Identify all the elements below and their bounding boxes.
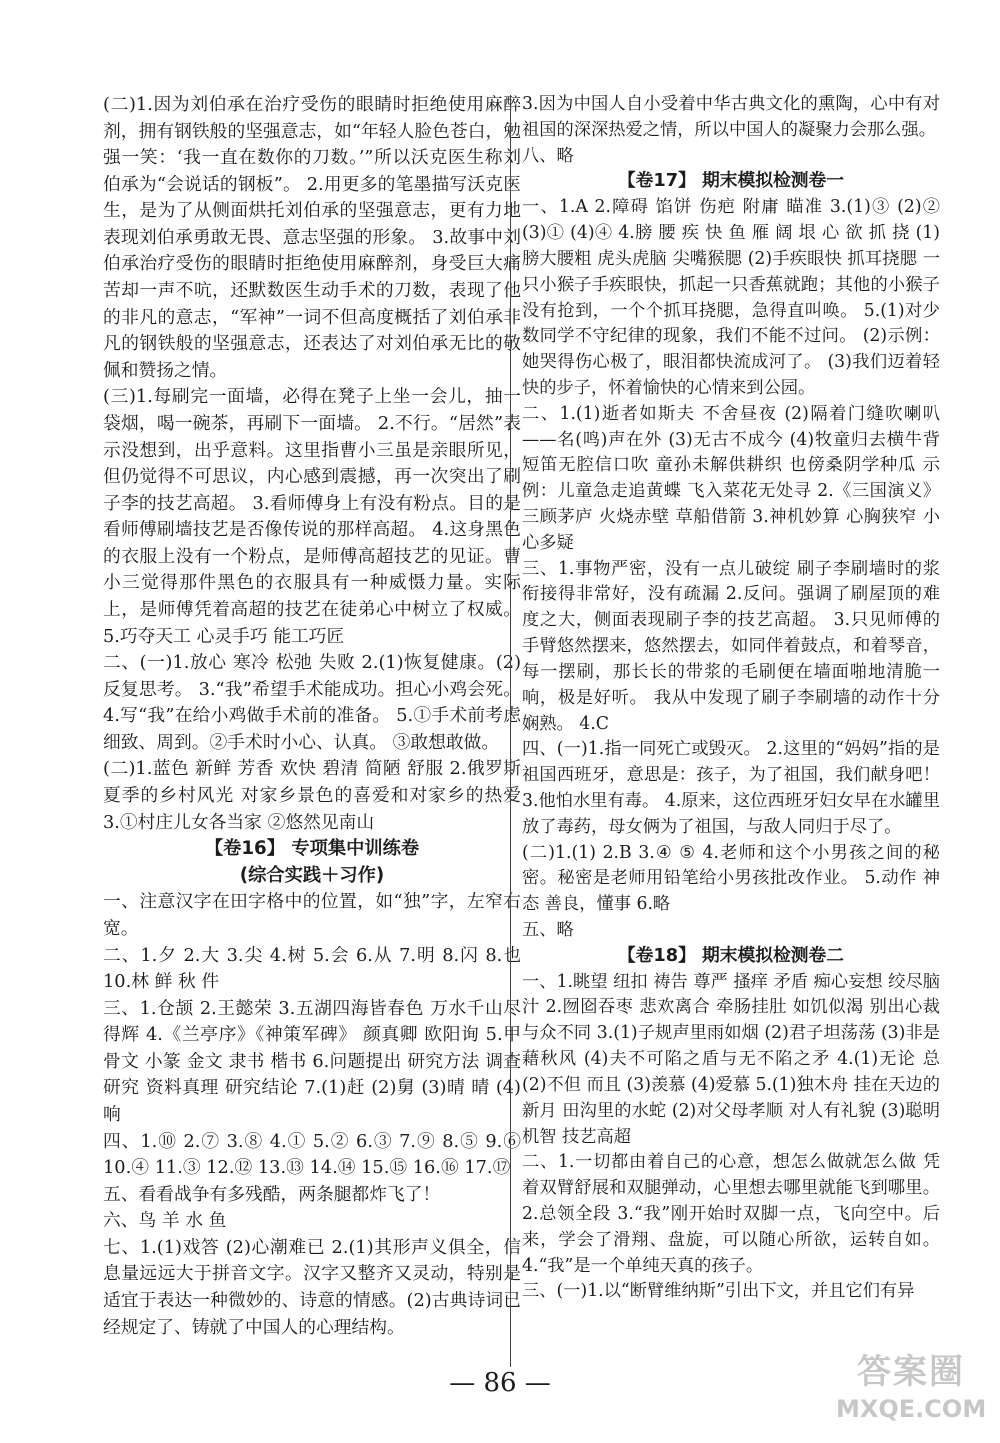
column-divider [510,95,511,1367]
section-heading: 【卷18】 期末模拟检测卷二 [617,945,845,966]
left-column [103,92,521,1341]
right-column [522,92,940,1305]
answer-paragraph: 一、注意汉字在田字格中的位置，如“独”字，左窄右宽。 [103,892,521,939]
answer-paragraph: 六、鸟 羊 水 鱼 [103,1211,227,1232]
section-heading: (综合实践＋习作) [239,864,385,886]
answer-paragraph: 三、1.事物严密，没有一点儿破绽 刷子李刷墙时的浆衔接得非常好，没有疏漏 2.反问。强调了刷屋顶的难度之大，侧面表现刷子李的技艺高超。 3.只见师傅的手臂悠然摆来，悠然摆去，如同伴着鼓点，和着琴音，每一摆刷，那长长的带浆的毛刷便在墙面啪地清脆一响，极是好听。 我从中发现了刷子李刷墙的动作十分娴熟。 4.C [522,558,940,734]
answer-paragraph: (二)1.(1) 2.B 3.④ ⑤ 4.老师和这个小男孩之间的秘密。秘密是老师用铅笔给小男孩批改作业。 5.动作 神态 善良，懂事 6.略 [522,842,940,915]
watermark-logo [836,1350,986,1436]
answer-paragraph: 五、略 [522,920,574,940]
answer-paragraph: (三)1.每刷完一面墙，必得在凳子上坐一会儿，抽一袋烟，喝一碗茶，再刷下一面墙。 2.不行。“居然”表示没想到，出乎意料。这里指曹小三虽是亲眼所见，但仍觉得不可思议，内心感到震撼，再一次突出了刷子李的技艺高超。 3.看师傅身上有没有粉点。目的是看师傅刷墙技艺是否像传说的那样高超。 4.这身黑色的衣服上没有一个粉点，是师傅高超技艺的见证。曹小三觉得那件黑色的衣服具有一种威慑力量。实际上，是师傅凭着高超的技艺在徒弟心中树立了权威。 5.巧夺天工 心灵手巧 能工巧匠 [103,387,521,647]
answer-paragraph: 八、略 [522,145,574,166]
answer-paragraph: 四、1.⑩ 2.⑦ 3.⑧ 4.① 5.② 6.③ 7.⑨ 8.⑤ 9.⑥ 10.④ 11.③ 12.⑫ 13.⑬ 14.⑭ 15.⑮ 16.⑯ 17.⑰ [103,1131,521,1179]
answer-paragraph: 三、(一)1.以“断臂维纳斯”引出下文，并且它们有异 [522,1281,915,1302]
answer-paragraph: 七、1.(1)戏答 (2)心潮难已 2.(1)其形声义俱全，信息量远远大于拼音文字。汉字又整齐又灵动，特别是适宜于表达一种微妙的、诗意的情感。(2)古典诗词已经规定了、铸就了中国人的心理结构。 [103,1237,521,1338]
section-heading: 【卷16】 专项集中训练卷 [204,838,420,860]
answer-paragraph: 二、(一)1.放心 寒冷 松弛 失败 2.(1)恢复健康。(2)反复思考。 3.“我”希望手术能成功。担心小鸡会死。 4.写“我”在给小鸡做手术前的准备。 5.①手术前考虑细致、周到。②手术时小心、认真。 ③敢想敢做。 [103,653,521,753]
answer-paragraph: (二)1.蓝色 新鲜 芳香 欢快 碧清 简陋 舒服 2.俄罗斯夏季的乡村风光 对家乡景色的喜爱和对家乡的热爱 3.①村庄儿女各当家 ②悠然见南山 [103,759,521,833]
answer-paragraph: 四、(一)1.指一同死亡或毁灭。 2.这里的“妈妈”指的是祖国西班牙，意思是：孩子，为了祖国，我们献身吧！ 3.他怕水里有毒。 4.原来，这位西班牙妇女早在水罐里放了毒药，母女俩为了祖国，与敌人同归于尽了。 [522,739,940,837]
watermark-url: MXQE.COM [836,1395,987,1423]
watermark-title: 答案圈 [857,1352,965,1392]
answer-paragraph: 二、1.一切都由着自己的心意，想怎么做就怎么做 凭着双臂舒展和双腿弹动，心里想去哪里就能飞到哪里。 2.总领全段 3.“我”刚开始时双脚一点，飞向空中。后来，学会了滑翔、盘旋，可以随心所欲，运转自如。 4.“我”是一个单纯天真的孩子。 [522,1152,940,1276]
answer-paragraph: 一、1.A 2.障碍 馅饼 伤疤 附庸 瞄准 3.(1)③ (2)② (3)① (4)④ 4.膀 腰 疾 快 鱼 雁 阔 垠 心 欲 抓 挠 (1)膀大腰粗 虎头虎脑 尖嘴猴腮 (2)手疾眼快 抓耳挠腮 一只小猴子手疾眼快，抓起一只香蕉就跑；其他的小猴子没有抢到，一个个抓耳挠腮，急得直叫唤。 5.(1)对少数同学不守纪律的现象，我们不能不过问。 (2)示例：她哭得伤心极了，眼泪都快流成河了。 (3)我们迈着轻快的步子，怀着愉快的心情来到公园。 [522,197,940,398]
answer-paragraph: 五、看看战争有多残酷，两条腿都炸飞了！ [103,1184,441,1205]
answer-paragraph: 二、1.(1)逝者如斯夫 不舍昼夜 (2)隔着门缝吹喇叭——名(鸣)声在外 (3)无古不成今 (4)牧童归去横牛背 短笛无腔信口吹 童孙未解供耕织 也傍桑阴学种瓜 示例：儿童急走追黄蝶 飞入菜花无处寻 2.《三国演义》 三顾茅庐 火烧赤壁 草船借箭 3.神机妙算 心胸狭窄 小心多疑 [522,403,940,553]
answer-paragraph: 二、1.夕 2.大 3.尖 4.树 5.会 6.从 7.明 8.闪 8.也 10.林 鲜 秋 件 [103,945,521,993]
answer-paragraph: (二)1.因为刘伯承在治疗受伤的眼睛时拒绝使用麻醉剂，拥有钢铁般的坚强意志，如“年轻人脸色苍白，勉强一笑：‘我一直在数你的刀数。’”所以沃克医生称刘伯承为“会说话的钢板”。 2.用更多的笔墨描写沃克医生，是为了从侧面烘托刘伯承的坚强意志，更有力地表现刘伯承勇敢无畏、意志坚强的形象。 3.故事中刘伯承治疗受伤的眼睛时拒绝使用麻醉剂，身受巨大痛苦却一声不吭，还默数医生动手术的刀数，表现了他的非凡的意志，“军神”一词不但高度概括了刘伯承非凡的钢铁般的坚强意志，还表达了对刘伯承无比的敬佩和赞扬之情。 [103,95,521,381]
page-number: — 86 — [449,1368,551,1398]
answer-paragraph: 一、1.眺望 纽扣 祷告 尊严 搔痒 矛盾 痴心妄想 绞尽脑汁 2.囫囵吞枣 悲欢离合 牵肠挂肚 如饥似渴 别出心裁 与众不同 3.(1)子规声里雨如烟 (2)君子坦荡荡 (3)非是藉秋风 (4)夫不可陷之盾与无不陷之矛 4.(1)无论 总 (2)不但 而且 (3)羡慕 (4)爱慕 5.(1)独木舟 挂在天边的新月 田沟里的水蛇 (2)对父母孝顺 对人有礼貌 (3)聪明机智 技艺高超 [522,971,940,1147]
answer-paragraph: 3.因为中国人自小受着中华古典文化的熏陶，心中有对祖国的深深热爱之情，所以中国人的凝聚力会那么强。 [522,94,940,140]
answer-paragraph: 三、1.仓颉 2.王懿荣 3.五湖四海皆春色 万水千山尽得辉 4.《兰亭序》《神策军碑》 颜真卿 欧阳询 5.甲骨文 小篆 金文 隶书 楷书 6.问题提出 研究方法 调查研究 资料真理 研究结论 7.(1)赶 (2)舅 (3)晴 晴 (4)响 [103,998,521,1125]
section-heading: 【卷17】 期末模拟检测卷一 [617,171,845,192]
